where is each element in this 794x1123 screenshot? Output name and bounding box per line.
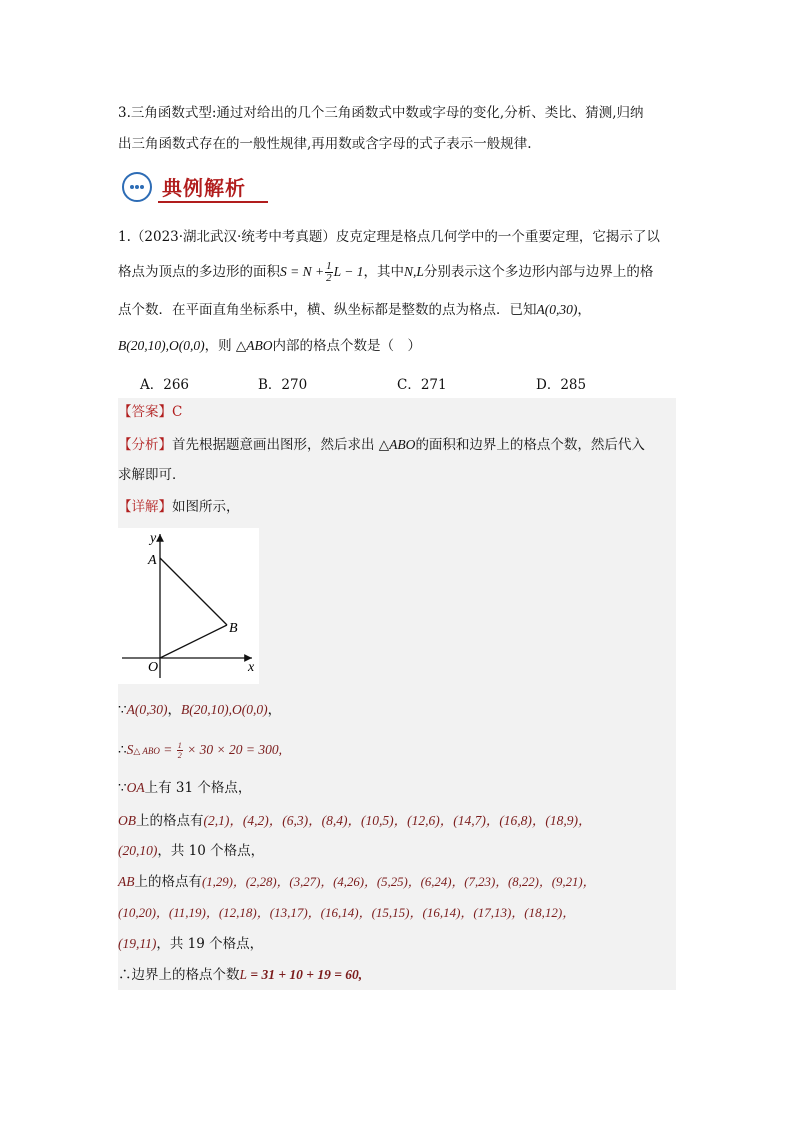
- formula-lhs: S = N +: [280, 264, 325, 279]
- question-stem-3: 点个数．在平面直角坐标系中，横、纵坐标都是整数的点为格点．已知: [118, 302, 537, 318]
- ob-total: ，共 10 个格点，: [157, 843, 265, 859]
- points-bo: B(20,10),O(0,0): [118, 338, 205, 353]
- section-heading: [118, 168, 338, 208]
- step-5: [118, 869, 678, 895]
- analysis-triangle: ABO: [389, 437, 416, 452]
- point-a: A(0,30): [536, 302, 578, 317]
- segment-ob-label: OB: [118, 813, 136, 828]
- step-6: [118, 962, 678, 988]
- question-line-4: [118, 333, 678, 359]
- step-1: [118, 697, 678, 723]
- analysis-text-a: 首先根据题意画出图形，然后求出 △: [172, 437, 390, 453]
- detail-text: 如图所示，: [172, 499, 240, 515]
- segment-ob: [160, 625, 227, 658]
- area-frac-num: 1: [177, 741, 182, 750]
- ab-points-2: (10,20)，(11,19)，(12,18)，(13,17)，(16,14)，(15,15)，(16,14)，(17,13)，(18,12)，: [118, 905, 576, 920]
- analysis-tag: 【分析】: [118, 437, 172, 453]
- step6-var: L: [239, 967, 248, 982]
- step-5c: [118, 931, 678, 957]
- question-stem-2a: 格点为顶点的多边形的面积: [118, 264, 280, 280]
- detail-tag: 【详解】: [118, 499, 172, 515]
- ab-points-1: (1,29)，(2,28)，(3,27)，(4,26)，(5,25)，(6,24)，(7,23)，(8,22)，(9,21)，: [202, 875, 596, 889]
- area-frac-den: 2: [177, 751, 182, 760]
- question-source: （2023·湖北武汉·统考中考真题）: [130, 229, 336, 245]
- analysis-line-2: 求解即可．: [118, 467, 186, 483]
- detail-line: [118, 494, 678, 520]
- because-symbol-2: ∵: [118, 780, 127, 796]
- analysis-line-1: [118, 432, 678, 458]
- label-b: B: [229, 621, 238, 636]
- option-d[interactable]: D．285: [536, 377, 587, 393]
- section-title: 典例解析: [162, 176, 246, 200]
- formula-den: 2: [326, 272, 332, 285]
- question-line-3: [118, 297, 678, 323]
- segment-oa-label: OA: [126, 780, 145, 795]
- formula-rhs: L − 1: [333, 264, 364, 279]
- formula-fraction: [325, 261, 333, 284]
- question-stem-3-end: ，: [577, 302, 591, 318]
- area-symbol: S: [126, 742, 134, 757]
- label-x: x: [248, 660, 255, 675]
- area-subscript: △ ABO: [133, 746, 160, 756]
- intro-line-1: 3.三角函数式型:通过对给出的几个三角函数式中数或字母的变化,分析、类比、猜测,归纳: [118, 105, 644, 121]
- step-2: [118, 737, 678, 764]
- step3-text: 上有 31 个格点，: [144, 780, 252, 796]
- option-a[interactable]: A．266: [140, 377, 190, 393]
- step-3: [118, 775, 678, 801]
- step1-sep: ，: [167, 702, 181, 718]
- formula-num: 1: [326, 260, 332, 273]
- step-4: [118, 808, 678, 834]
- step6-eq: = 31 + 10 + 19 = 60,: [247, 967, 363, 982]
- triangle-figure: [118, 528, 259, 684]
- ob-points-2: (20,10): [118, 843, 158, 858]
- question-line-1: [118, 224, 678, 250]
- question-stem-2b: ，其中: [363, 264, 404, 280]
- ab-points-3: (19,11): [118, 936, 157, 951]
- ellipsis-icon: [122, 172, 152, 202]
- answer-options: [140, 370, 680, 396]
- segment-ab: [160, 558, 227, 625]
- question-stem-4-end: 内部的格点个数是（ ）: [272, 338, 422, 354]
- therefore-symbol: ∴: [118, 742, 127, 758]
- because-symbol: ∵: [118, 702, 127, 718]
- analysis-text-b: 的面积和边界上的格点个数，然后代入: [415, 437, 645, 453]
- area-rest: × 30 × 20 = 300,: [183, 742, 282, 757]
- step1-end: ，: [267, 702, 282, 718]
- triangle-name: ABO: [246, 338, 273, 353]
- answer-value: C: [172, 404, 183, 420]
- therefore-symbol-2: ∴: [118, 967, 132, 983]
- ob-points: (2,1)，(4,2)，(6,3)，(8,4)，(10,5)，(12,6)，(14,7)，(16,8)，(18,9)，: [203, 813, 592, 828]
- label-y: y: [150, 531, 157, 546]
- answer-line: [118, 399, 678, 425]
- intro-line-2: 出三角函数式存在的一般性规律,再用数或含字母的式子表示一般规律.: [118, 136, 532, 152]
- option-c[interactable]: C．271: [397, 377, 447, 393]
- question-stem-2c: 分别表示这个多边形内部与边界上的格: [423, 264, 654, 280]
- ab-total: ，共 19 个格点，: [156, 936, 264, 952]
- label-a: A: [148, 553, 157, 568]
- triangle-figure-svg: [118, 528, 259, 684]
- step6-text: 边界上的格点个数: [131, 967, 240, 983]
- area-fraction: [177, 741, 183, 760]
- question-stem-1: 皮克定理是格点几何学中的一个重要定理，它揭示了以: [335, 229, 660, 245]
- question-stem-4: ，则 △: [204, 338, 247, 354]
- question-number: 1.: [118, 229, 131, 245]
- step-5b: [118, 900, 678, 926]
- option-b[interactable]: B．270: [258, 377, 308, 393]
- section-underline: [158, 201, 268, 203]
- step-4b: [118, 838, 678, 864]
- step5-text: 上的格点有: [134, 874, 202, 890]
- area-equals: =: [159, 742, 176, 757]
- question-vars: N,L: [403, 264, 424, 279]
- answer-tag: 【答案】: [118, 404, 172, 420]
- step1-points-bo: B(20,10),O(0,0): [180, 702, 268, 717]
- label-o: O: [148, 660, 159, 675]
- step1-point-a: A(0,30): [126, 702, 168, 717]
- step4-text: 上的格点有: [136, 813, 204, 829]
- pick-formula: [280, 260, 364, 285]
- segment-ab-label: AB: [118, 874, 135, 889]
- question-line-2: [118, 259, 678, 285]
